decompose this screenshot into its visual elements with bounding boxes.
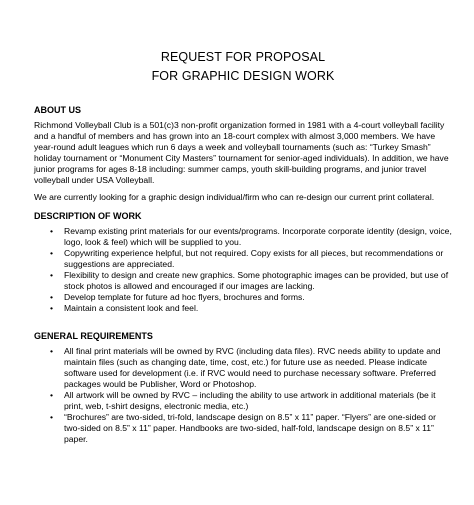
- document-title: [34, 0, 452, 86]
- list-item: • Maintain a consistent look and feel.: [50, 303, 199, 313]
- title-line-1: REQUEST FOR PROPOSAL: [160, 50, 326, 64]
- about-us-heading: ABOUT US: [34, 105, 81, 115]
- bullet-icon: •: [50, 303, 54, 313]
- list-item: • All final print materials will be owned by RVC (including data files). RVC needs ability to update and maintain files (such as changing date, time, cost, etc.) for future use as needed. Please indicate software used for development (i.e. if RVC would need to purchase necessary software. Preferred packages would be Publisher, Word or Photoshop.: [50, 346, 441, 389]
- list-item: • Revamp existing print materials for our events/programs. Incorporate corporate identity (design, voice, logo, look & feel) which will be supplied to you.: [50, 226, 452, 247]
- bullet-icon: •: [50, 346, 54, 356]
- bullet-icon: •: [50, 292, 54, 302]
- bullet-icon: •: [50, 390, 54, 400]
- list-item: • All artwork will be owned by RVC – including the ability to use artwork in additional materials (be it print, web, t-shirt designs, electronic media, etc.): [50, 390, 436, 411]
- general-requirements-list: [34, 346, 452, 445]
- list-item: • “Brochures” are two-sided, tri-fold, landscape design on 8.5” x 11” paper. “Flyers” are one-sided or two-sided on 8.5” x 11” paper. Handbooks are two-sided, half-fold, landscape design on 8.5” x 11” paper.: [50, 412, 436, 444]
- bullet-icon: •: [50, 248, 54, 258]
- general-requirements-heading: GENERAL REQUIREMENTS: [34, 331, 153, 341]
- list-item: • Flexibility to design and create new graphics. Some photographic images can be provided, but use of stock photos is allowed and encouraged if our images are lacking.: [50, 270, 449, 291]
- about-us-paragraph: Richmond Volleyball Club is a 501(c)3 non-profit organization formed in 1981 with a 4-court volleyball facility and a handful of members and has grown into an 18-court complex with almost 3,000 members. We have year-round adult leagues which run 6 days a week and volleyball tournaments (such as: “Turkey Smash” holiday tournament or “Monument City Masters” tournament for senior-aged individuals). In addition, we have junior programs for ages 8-18 including: summer camps, youth skill-building programs, and junior travel volleyball under USA Volleyball.: [34, 120, 449, 185]
- title-line-2: FOR GRAPHIC DESIGN WORK: [151, 69, 335, 83]
- bullet-icon: •: [50, 226, 54, 236]
- looking-for-paragraph: We are currently looking for a graphic design individual/firm who can re-design our current print collateral.: [34, 192, 435, 202]
- description-of-work-heading: DESCRIPTION OF WORK: [34, 211, 142, 221]
- bullet-icon: •: [50, 412, 54, 422]
- bullet-icon: •: [50, 270, 54, 280]
- list-item: • Develop template for future ad hoc flyers, brochures and forms.: [50, 292, 305, 302]
- description-list: [34, 226, 452, 314]
- list-item: • Copywriting experience helpful, but not required. Copy exists for all pieces, but recommendations or suggestions are appreciated.: [50, 248, 444, 269]
